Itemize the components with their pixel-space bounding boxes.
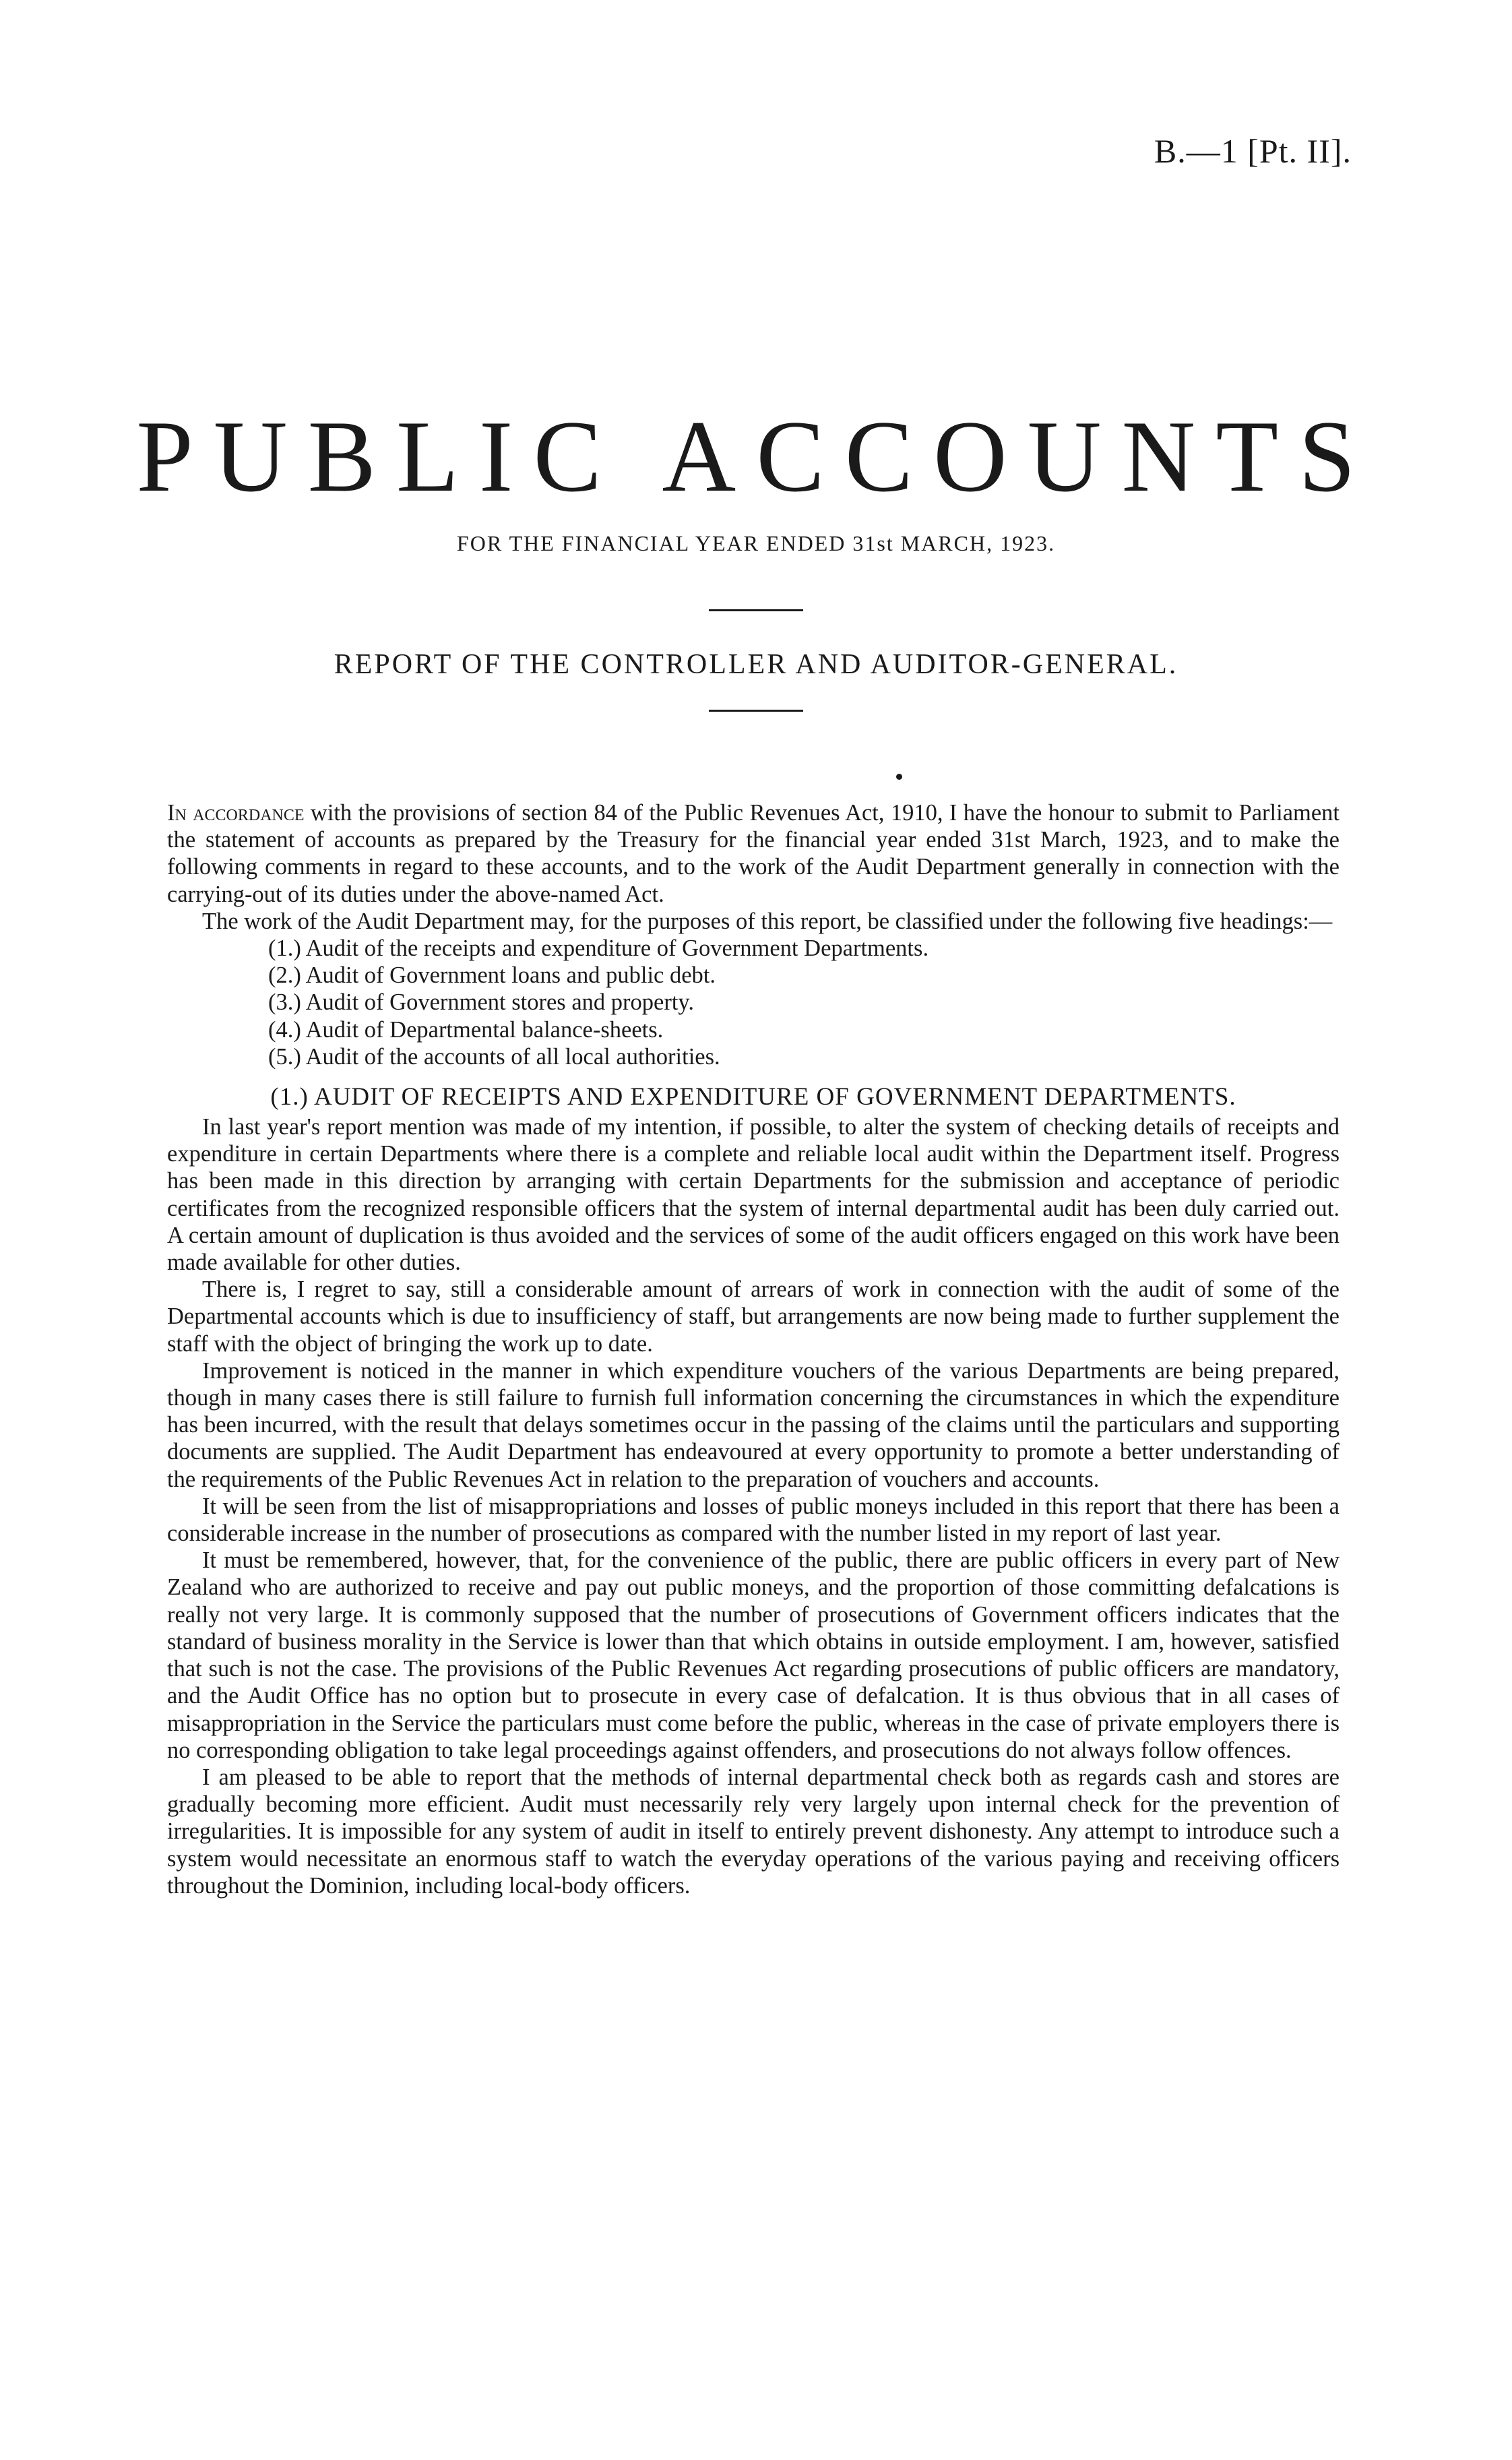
list-item: (1.) Audit of the receipts and expenditure of Government Departments. — [268, 935, 929, 962]
body-paragraph: I am pleased to be able to report that the methods of internal departmental check both as regards cash and stores are gradually becoming more efficient. Audit must necessarily rely very largely upon internal check for the prevention of irregularities. It is impossible for any system of audit in itself to entirely prevent dishonesty. Any attempt to introduce such a system would necessitate an enormous staff to watch the everyday operations of the various paying and receiving officers throughout the Dominion, including local-body officers. — [167, 1764, 1340, 1899]
list-item: (2.) Audit of Government loans and public debt. — [268, 962, 716, 989]
body-paragraph: There is, I regret to say, still a considerable amount of arrears of work in connection with the audit of some of the Departmental accounts which is due to insufficiency of staff, but arrangements are now being made to further supplement the staff with the object of bringing the work up to date. — [167, 1277, 1340, 1357]
intro-paragraph — [167, 799, 1340, 908]
classification-intro: The work of the Audit Department may, for the purposes of this report, be classified under the following five headings:— — [202, 908, 1333, 934]
list-item: (3.) Audit of Government stores and property. — [268, 989, 695, 1016]
document-title: PUBLIC ACCOUNTS — [136, 400, 1376, 513]
intro-lead: In accordance — [167, 800, 305, 826]
document-subtitle: FOR THE FINANCIAL YEAR ENDED 31st MARCH, 1923. — [456, 531, 1056, 555]
body-paragraph: Improvement is noticed in the manner in which expenditure vouchers of the various Departments are being prepared, though in many cases there is still failure to furnish full information concerning the circumstances in which the expenditure has been incurred, with the result that delays sometimes occur in the passing of the claims until the particulars and supporting documents are supplied. The Audit Department has endeavoured at every opportunity to promote a better understanding of the requirements of the Public Revenues Act in relation to the preparation of vouchers and accounts. — [167, 1357, 1340, 1492]
page-reference: B.—1 [Pt. II]. — [1154, 132, 1352, 170]
report-body — [167, 799, 1340, 1899]
list-item: (5.) Audit of the accounts of all local authorities. — [268, 1043, 720, 1070]
divider-rule-bottom — [709, 710, 803, 712]
body-paragraph: In last year's report mention was made of my intention, if possible, to alter the system of checking details of receipts and expenditure in certain Departments where there is a complete and reliable local audit within the Department itself. Progress has been made in this direction by arranging with certain Departments for the submission and acceptance of periodic certificates from the recognized responsible officers that the system of internal departmental audit has been duly carried out. A certain amount of duplication is thus avoided and the services of some of the audit officers engaged on this work have been made available for other duties. — [167, 1114, 1340, 1276]
report-heading: REPORT OF THE CONTROLLER AND AUDITOR-GENERAL. — [334, 649, 1178, 680]
intro-text: with the provisions of section 84 of the Public Revenues Act, 1910, I have the honour to submit to Parliament the statement of accounts as prepared by the Treasury for the financial year ended 31st March, 1923, and to make the following comments in regard to these accounts, and to the work of the Audit Department generally in connection with the carrying-out of its duties under the above-named Act. — [167, 800, 1340, 907]
print-mark-dot — [896, 774, 902, 780]
section-heading: (1.) AUDIT OF RECEIPTS AND EXPENDITURE OF GOVERNMENT DEPARTMENTS. — [270, 1083, 1236, 1111]
body-paragraph: It will be seen from the list of misappropriations and losses of public moneys included in this report that there has been a considerable increase in the number of prosecutions as compared with the number listed in my report of last year. — [167, 1493, 1340, 1547]
divider-rule-top — [709, 609, 803, 611]
headings-list — [167, 935, 1340, 1070]
list-item: (4.) Audit of Departmental balance-sheets. — [268, 1016, 664, 1043]
body-paragraph: It must be remembered, however, that, for the convenience of the public, there are public officers in every part of New Zealand who are authorized to receive and pay out public moneys, and the proportion of those committing defalcations is really not very large. It is commonly supposed that the number of prosecutions of Government officers indicates that the standard of business morality in the Service is lower than that which obtains in outside employment. I am, however, satisfied that such is not the case. The provisions of the Public Revenues Act regarding prosecutions of public officers are mandatory, and the Audit Office has no option but to prosecute in every case of defalcation. It is thus obvious that in all cases of misappropriation in the Service the particulars must come before the public, whereas in the case of private employers there is no corresponding obligation to take legal proceedings against offenders, and prosecutions do not always follow offences. — [167, 1547, 1340, 1763]
